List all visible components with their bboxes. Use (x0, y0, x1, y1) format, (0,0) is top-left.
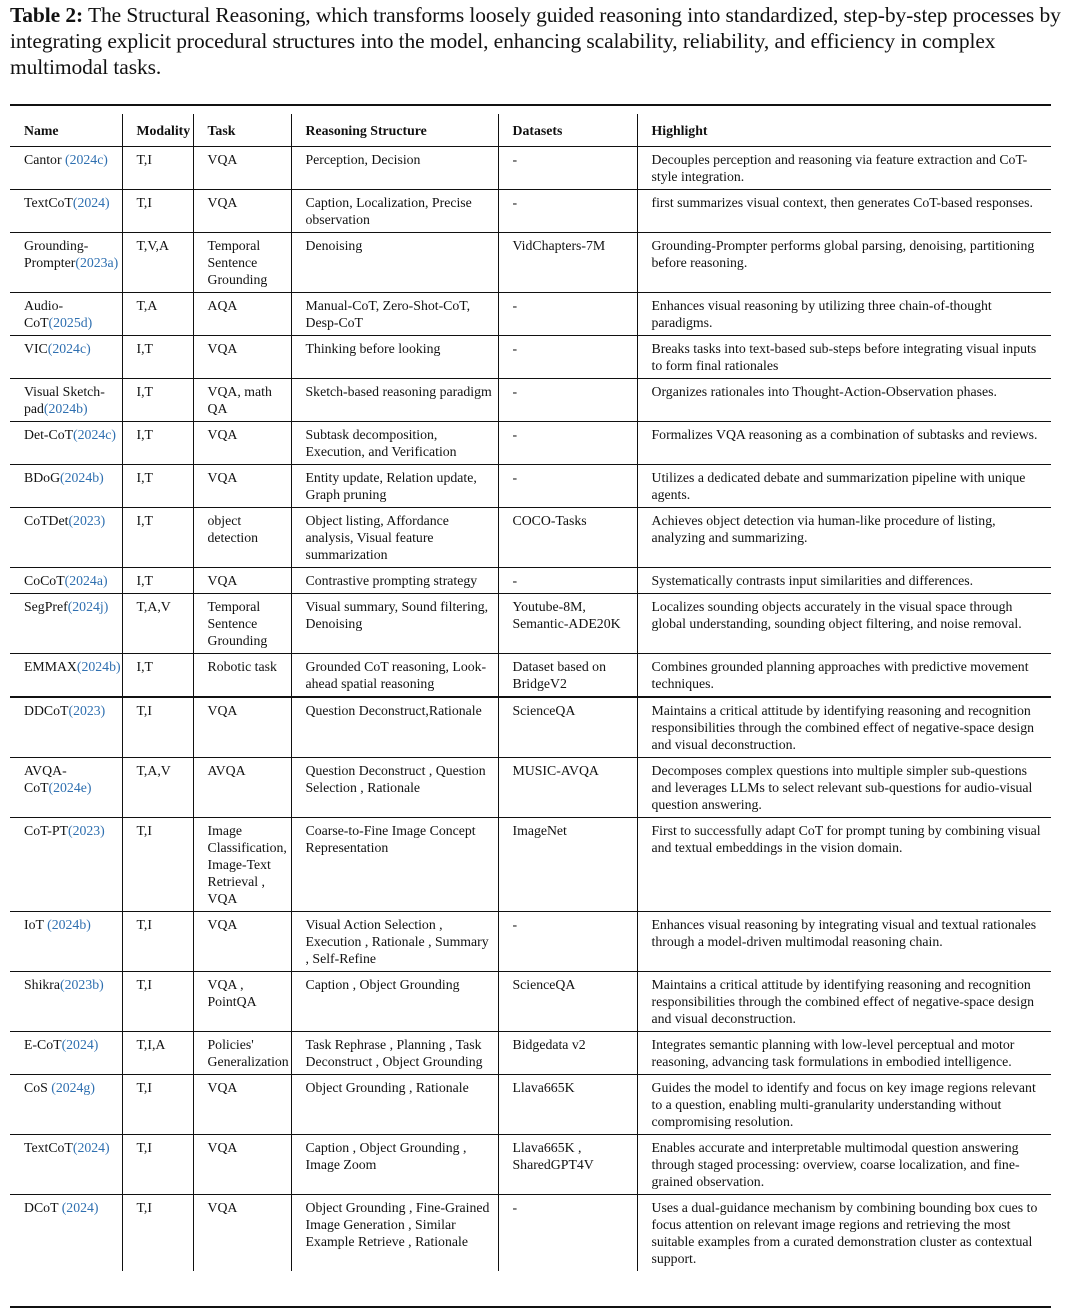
cell-task: Temporal Sentence Grounding (193, 233, 291, 293)
cell-structure: Perception, Decision (291, 147, 498, 190)
cell-highlight: Grounding-Prompter performs global parsing, denoising, partitioning before reasoning. (637, 233, 1051, 293)
method-name: EMMAX (24, 659, 77, 674)
cell-task: VQA (193, 147, 291, 190)
citation-link[interactable]: (2024b) (43, 401, 88, 416)
cell-highlight: First to successfully adapt CoT for prompt tuning by combining visual and textual embeddings in the vision domain. (637, 818, 1051, 912)
cell-task: VQA (193, 190, 291, 233)
cell-structure: Question Deconstruct,Rationale (291, 697, 498, 758)
cell-datasets: Llava665K (498, 1075, 637, 1135)
col-header-highlight: Highlight (637, 114, 1051, 147)
cell-structure: Task Rephrase , Planning , Task Deconstruct , Object Grounding (291, 1032, 498, 1075)
cell-highlight: Decouples perception and reasoning via feature extraction and CoT-style integration. (637, 147, 1051, 190)
cell-name (10, 697, 122, 758)
method-name: IoT (24, 917, 48, 932)
col-header-modality: Modality (122, 114, 193, 147)
citation-link[interactable]: (2024b) (76, 659, 121, 674)
cell-highlight: Utilizes a dedicated debate and summarization pipeline with unique agents. (637, 465, 1051, 508)
bottom-rule (10, 1306, 1051, 1308)
method-name: CoS (24, 1080, 52, 1095)
table-row (10, 147, 1051, 190)
cell-name (10, 654, 122, 698)
cell-datasets: ImageNet (498, 818, 637, 912)
cell-task: Robotic task (193, 654, 291, 698)
cell-highlight: first summarizes visual context, then generates CoT-based responses. (637, 190, 1051, 233)
cell-task: VQA (193, 1195, 291, 1272)
cell-datasets: - (498, 190, 637, 233)
cell-datasets: Dataset based on BridgeV2 (498, 654, 637, 698)
cell-modality: I,T (122, 465, 193, 508)
method-name: Visual Sketch-pad (24, 384, 105, 416)
table-row (10, 233, 1051, 293)
cell-structure: Caption, Localization, Precise observation (291, 190, 498, 233)
cell-structure: Caption , Object Grounding (291, 972, 498, 1032)
cell-structure: Caption , Object Grounding , Image Zoom (291, 1135, 498, 1195)
method-name: DDCoT (24, 703, 69, 718)
cell-datasets: Llava665K , SharedGPT4V (498, 1135, 637, 1195)
table-row (10, 1195, 1051, 1272)
cell-modality: T,I (122, 1075, 193, 1135)
cell-highlight: Uses a dual-guidance mechanism by combining bounding box cues to focus attention on relevant image regions and retrieving the most suitable examples from a curated demonstration cluster as contextual support. (637, 1195, 1051, 1272)
table-rows (10, 147, 1051, 1272)
cell-datasets: - (498, 422, 637, 465)
citation-link[interactable]: (2024c) (47, 341, 91, 356)
cell-highlight: Formalizes VQA reasoning as a combination of subtasks and reviews. (637, 422, 1051, 465)
table-row (10, 379, 1051, 422)
cell-task: VQA (193, 697, 291, 758)
cell-name (10, 147, 122, 190)
table-row (10, 568, 1051, 594)
method-name: Grounding-Prompter (24, 238, 89, 270)
cell-modality: T,I (122, 972, 193, 1032)
cell-name (10, 1135, 122, 1195)
table-label: Table 2: (10, 3, 84, 27)
table-row (10, 1032, 1051, 1075)
cell-name (10, 1075, 122, 1135)
table-row (10, 190, 1051, 233)
cell-name (10, 912, 122, 972)
table-row (10, 697, 1051, 758)
method-name: AVQA-CoT (24, 763, 67, 795)
cell-modality: T,A (122, 293, 193, 336)
method-name: TextCoT (24, 1140, 73, 1155)
method-name: SegPref (24, 599, 68, 614)
cell-task: VQA (193, 465, 291, 508)
cell-highlight: Systematically contrasts input similarities and differences. (637, 568, 1051, 594)
col-header-structure: Reasoning Structure (291, 114, 498, 147)
cell-modality: T,I (122, 1195, 193, 1272)
cell-modality: T,A,V (122, 758, 193, 818)
table-row (10, 1135, 1051, 1195)
cell-task: VQA , PointQA (193, 972, 291, 1032)
cell-structure: Denoising (291, 233, 498, 293)
citation-link[interactable]: (2024c) (73, 427, 116, 442)
cell-name (10, 508, 122, 568)
cell-name (10, 336, 122, 379)
cell-name (10, 1032, 122, 1075)
method-name: Det-CoT (24, 427, 74, 442)
cell-modality: I,T (122, 654, 193, 698)
table-row (10, 508, 1051, 568)
cell-name (10, 972, 122, 1032)
method-name: CoT-PT (24, 823, 68, 838)
cell-structure: Object Grounding , Rationale (291, 1075, 498, 1135)
cell-highlight: Maintains a critical attitude by identifying reasoning and recognition responsibilities through the combined effect of negative-space design and visual deconstruction. (637, 972, 1051, 1032)
table-row (10, 818, 1051, 912)
cell-modality: I,T (122, 508, 193, 568)
cell-task: Image Classification, Image-Text Retrieval , VQA (193, 818, 291, 912)
cell-name (10, 1195, 122, 1272)
cell-task: VQA (193, 1135, 291, 1195)
method-name: Audio-CoT (24, 298, 64, 330)
cell-datasets: - (498, 293, 637, 336)
citation-link[interactable]: (2023) (67, 823, 105, 838)
cell-datasets: - (498, 147, 637, 190)
citation-link[interactable]: (2024b) (60, 470, 104, 485)
header-row (10, 114, 1051, 147)
cell-structure: Object Grounding , Fine-Grained Image Generation , Similar Example Retrieve , Rationale (291, 1195, 498, 1272)
cell-datasets: - (498, 912, 637, 972)
cell-task: VQA (193, 422, 291, 465)
table-row (10, 465, 1051, 508)
method-name: CoTDet (24, 513, 69, 528)
cell-highlight: Guides the model to identify and focus on key image regions relevant to a question, enabling multi-granularity understanding without compromising resolution. (637, 1075, 1051, 1135)
cell-name (10, 568, 122, 594)
cell-modality: T,I (122, 912, 193, 972)
cell-name (10, 379, 122, 422)
citation-link[interactable]: (2024b) (47, 917, 91, 932)
citation-link[interactable]: (2024j) (67, 599, 109, 614)
cell-structure: Contrastive prompting strategy (291, 568, 498, 594)
cell-structure: Coarse-to-Fine Image Concept Representation (291, 818, 498, 912)
table-row (10, 293, 1051, 336)
cell-datasets: - (498, 336, 637, 379)
cell-name (10, 465, 122, 508)
table-row (10, 336, 1051, 379)
cell-highlight: Enables accurate and interpretable multimodal question answering through staged processing: overview, coarse localization, and fine-grained observation. (637, 1135, 1051, 1195)
table-row (10, 912, 1051, 972)
cell-modality: I,T (122, 422, 193, 465)
cell-task: AQA (193, 293, 291, 336)
table-row (10, 1075, 1051, 1135)
cell-datasets: COCO-Tasks (498, 508, 637, 568)
col-header-datasets: Datasets (498, 114, 637, 147)
cell-modality: I,T (122, 336, 193, 379)
method-name: BDoG (24, 470, 61, 485)
cell-task: VQA (193, 568, 291, 594)
cell-structure: Thinking before looking (291, 336, 498, 379)
citation-link[interactable]: (2024) (61, 1037, 99, 1052)
caption-text: The Structural Reasoning, which transforms loosely guided reasoning into standardized, step-by-step processes by integrating explicit procedural structures into the model, enhancing scalability, reliability, and efficiency in complex multimodal tasks. (10, 3, 1061, 79)
cell-highlight: Achieves object detection via human-like procedure of listing, analyzing and summarizing. (637, 508, 1051, 568)
cell-datasets: Bidgedata v2 (498, 1032, 637, 1075)
cell-structure: Manual-CoT, Zero-Shot-CoT, Desp-CoT (291, 293, 498, 336)
cell-datasets: - (498, 568, 637, 594)
method-name: Cantor (24, 152, 65, 167)
cell-highlight: Integrates semantic planning with low-level perceptual and motor reasoning, advancing task formulations in embodied intelligence. (637, 1032, 1051, 1075)
cell-structure: Sketch-based reasoning paradigm (291, 379, 498, 422)
cell-name (10, 190, 122, 233)
cell-task: VQA (193, 912, 291, 972)
top-rule (10, 104, 1051, 106)
cell-datasets: Youtube-8M, Semantic-ADE20K (498, 594, 637, 654)
citation-link[interactable]: (2023) (68, 703, 106, 718)
cell-name (10, 422, 122, 465)
table-row (10, 422, 1051, 465)
method-name: DCoT (24, 1200, 62, 1215)
table-body (10, 114, 1051, 1271)
table-row (10, 594, 1051, 654)
cell-datasets: - (498, 465, 637, 508)
cell-structure: Subtask decomposition, Execution, and Verification (291, 422, 498, 465)
cell-datasets: VidChapters-7M (498, 233, 637, 293)
cell-task: Temporal Sentence Grounding (193, 594, 291, 654)
method-name: E-CoT (24, 1037, 62, 1052)
cell-name (10, 594, 122, 654)
cell-datasets: ScienceQA (498, 697, 637, 758)
citation-link[interactable]: (2024) (61, 1200, 99, 1215)
citation-link[interactable]: (2024g) (51, 1080, 95, 1095)
cell-highlight: Combines grounded planning approaches with predictive movement techniques. (637, 654, 1051, 698)
table-caption (10, 2, 1070, 80)
cell-highlight: Enhances visual reasoning by integrating visual and textual rationales through a model-driven multimodal reasoning chain. (637, 912, 1051, 972)
cell-highlight: Organizes rationales into Thought-Action-Observation phases. (637, 379, 1051, 422)
method-name: CoCoT (24, 573, 65, 588)
col-header-task: Task (193, 114, 291, 147)
citation-link[interactable]: (2024) (72, 1140, 110, 1155)
cell-modality: T,I (122, 697, 193, 758)
cell-task: VQA (193, 1075, 291, 1135)
cell-task: object detection (193, 508, 291, 568)
cell-highlight: Breaks tasks into text-based sub-steps before integrating visual inputs to form final rationales (637, 336, 1051, 379)
cell-modality: T,V,A (122, 233, 193, 293)
citation-link[interactable]: (2023a) (75, 255, 119, 270)
citation-link[interactable]: (2024) (72, 195, 110, 210)
cell-task: VQA, math QA (193, 379, 291, 422)
cell-highlight: Maintains a critical attitude by identifying reasoning and recognition responsibilities through the combined effect of negative-space design and visual deconstruction. (637, 697, 1051, 758)
cell-datasets: - (498, 379, 637, 422)
cell-name (10, 293, 122, 336)
table-row (10, 758, 1051, 818)
table-row (10, 972, 1051, 1032)
citation-link[interactable]: (2024a) (64, 573, 108, 588)
citation-link[interactable]: (2023) (68, 513, 106, 528)
citation-link[interactable]: (2025d) (48, 315, 93, 330)
cell-name (10, 233, 122, 293)
citation-link[interactable]: (2024e) (48, 780, 92, 795)
table-row (10, 654, 1051, 698)
cell-highlight: Enhances visual reasoning by utilizing three chain-of-thought paradigms. (637, 293, 1051, 336)
cell-modality: T,A,V (122, 594, 193, 654)
cell-modality: T,I (122, 818, 193, 912)
cell-structure: Question Deconstruct , Question Selection , Rationale (291, 758, 498, 818)
method-name: Shikra (24, 977, 61, 992)
cell-modality: T,I (122, 190, 193, 233)
col-header-name: Name (10, 114, 122, 147)
cell-highlight: Decomposes complex questions into multiple simpler sub-questions and leverages LLMs to select relevant sub-questions for audio-visual question answering. (637, 758, 1051, 818)
method-name: VIC (24, 341, 48, 356)
cell-task: Policies' Generalization (193, 1032, 291, 1075)
cell-structure: Visual Action Selection , Execution , Rationale , Summary , Self-Refine (291, 912, 498, 972)
cell-modality: T,I,A (122, 1032, 193, 1075)
cell-highlight: Localizes sounding objects accurately in the visual space through global understanding, sounding object filtering, and noise removal. (637, 594, 1051, 654)
cell-datasets: MUSIC-AVQA (498, 758, 637, 818)
cell-task: AVQA (193, 758, 291, 818)
cell-structure: Object listing, Affordance analysis, Visual feature summarization (291, 508, 498, 568)
citation-link[interactable]: (2023b) (60, 977, 104, 992)
cell-name (10, 758, 122, 818)
method-name: TextCoT (24, 195, 73, 210)
cell-datasets: - (498, 1195, 637, 1272)
cell-modality: I,T (122, 379, 193, 422)
cell-structure: Entity update, Relation update, Graph pruning (291, 465, 498, 508)
cell-modality: T,I (122, 1135, 193, 1195)
cell-datasets: ScienceQA (498, 972, 637, 1032)
cell-modality: T,I (122, 147, 193, 190)
citation-link[interactable]: (2024c) (65, 152, 108, 167)
cell-structure: Grounded CoT reasoning, Look-ahead spatial reasoning (291, 654, 498, 698)
cell-modality: I,T (122, 568, 193, 594)
cell-name (10, 818, 122, 912)
cell-structure: Visual summary, Sound filtering, Denoising (291, 594, 498, 654)
cell-task: VQA (193, 336, 291, 379)
